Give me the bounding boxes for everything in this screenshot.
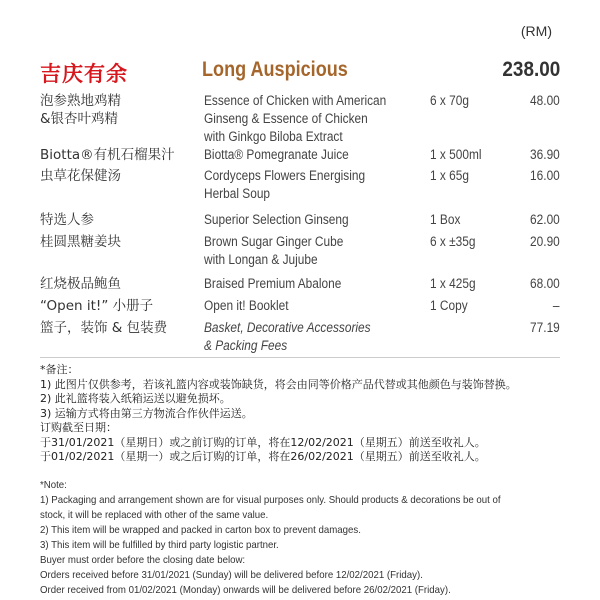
notes-cn-line: 2) 此礼篮将装入纸箱运送以避免损坏。 [40, 392, 231, 405]
item-name-cn: “Open it!” 小册子 [40, 298, 154, 314]
notes-cn-line: 3) 运输方式将由第三方物流合作伙伴运送。 [40, 406, 253, 420]
item-list [40, 92, 560, 359]
item-price: 16.00 [530, 168, 560, 183]
list-item [40, 167, 560, 211]
notes-cn-heading: *备注： [40, 363, 79, 376]
package-name-en: Long Auspicious [202, 58, 348, 81]
item-name-en: Cordyceps Flowers Energising Herbal Soup [204, 168, 366, 201]
item-price: – [553, 298, 560, 313]
item-name-en: Essence of Chicken with American Ginseng & Essence of Chicken with Ginkgo Biloba Extract [204, 93, 387, 144]
item-name-en: Biotta® Pomegranate Juice [204, 147, 349, 162]
item-quantity: 1 x 425g [430, 276, 476, 291]
item-price: 20.90 [530, 234, 560, 249]
item-name-en: Basket, Decorative Accessories & Packing Fees [204, 320, 371, 353]
item-price: 36.90 [530, 147, 560, 162]
item-quantity: 6 x ±35g [430, 234, 476, 249]
list-item [40, 211, 560, 233]
notes-en-line: 1) Packaging and arrangement shown are for visual purposes only. Should products & decorations be out of stock, it will be replaced with other of the same value. [40, 494, 501, 521]
notes-en-line: Buyer must order before the closing date below: [40, 554, 246, 566]
notes-en-line: Order received from 01/02/2021 (Monday) onwards will be delivered before 26/02/2021 (Friday). [40, 584, 451, 596]
package-price: 238.00 [502, 58, 560, 81]
item-price: 68.00 [530, 276, 560, 291]
item-name-en: Open it! Booklet [204, 298, 289, 313]
notes-en-line: 2) This item will be wrapped and packed in carton box to prevent damages. [40, 524, 361, 536]
package-title-row [40, 56, 560, 86]
item-name-cn: Biotta®有机石榴果汁 [40, 147, 175, 163]
list-item [40, 297, 560, 319]
item-price: 77.19 [530, 320, 560, 335]
list-item [40, 275, 560, 297]
item-quantity: 1 Box [430, 212, 461, 227]
notes-english [40, 478, 570, 598]
currency-label: (RM) [520, 23, 552, 39]
item-name-cn: 虫草花保健汤 [40, 168, 121, 184]
notes-cn-line: 于01/02/2021（星期一）或之后订购的订单，将在26/02/2021（星期五）前送至收礼人。 [40, 450, 486, 463]
notes-cn-line: 1) 此图片仅供参考，若该礼篮内容或装饰缺货，将会由同等价格产品代替或其他颜色与装饰替换。 [40, 377, 517, 391]
item-name-en: Braised Premium Abalone [204, 276, 342, 291]
item-name-en: Superior Selection Ginseng [204, 212, 349, 227]
list-item [40, 92, 560, 146]
item-name-cn: 篮子，装饰 & 包装费 [40, 320, 168, 336]
item-name-cn: 泡参熟地鸡精 &银杏叶鸡精 [40, 93, 121, 127]
item-name-cn: 特选人参 [40, 212, 94, 228]
item-name-cn: 红烧极品鲍鱼 [40, 276, 121, 292]
notes-en-line: 3) This item will be fulfilled by third party logistic partner. [40, 539, 279, 551]
notes-en-line: Orders received before 31/01/2021 (Sunday) will be delivered before 12/02/2021 (Friday). [40, 569, 423, 581]
item-quantity: 6 x 70g [430, 93, 469, 108]
list-item [40, 146, 560, 167]
notes-cn-line: 于31/01/2021（星期日）或之前订购的订单，将在12/02/2021（星期五）前送至收礼人。 [40, 435, 486, 449]
notes-cn-line: 订购截至日期： [40, 421, 117, 434]
item-quantity: 1 x 500ml [430, 147, 482, 162]
item-quantity: 1 x 65g [430, 168, 469, 183]
item-quantity: 1 Copy [430, 298, 468, 313]
notes-en-heading: *Note: [40, 479, 67, 491]
section-divider [40, 357, 560, 358]
list-item [40, 233, 560, 275]
item-price: 48.00 [530, 93, 560, 108]
item-name-cn: 桂圆黑糖姜块 [40, 234, 121, 250]
list-item [40, 319, 560, 359]
item-name-en: Brown Sugar Ginger Cube with Longan & Jujube [204, 234, 344, 267]
item-price: 62.00 [530, 212, 560, 227]
notes-chinese [40, 363, 580, 465]
package-name-cn: 吉庆有余 [40, 62, 128, 86]
